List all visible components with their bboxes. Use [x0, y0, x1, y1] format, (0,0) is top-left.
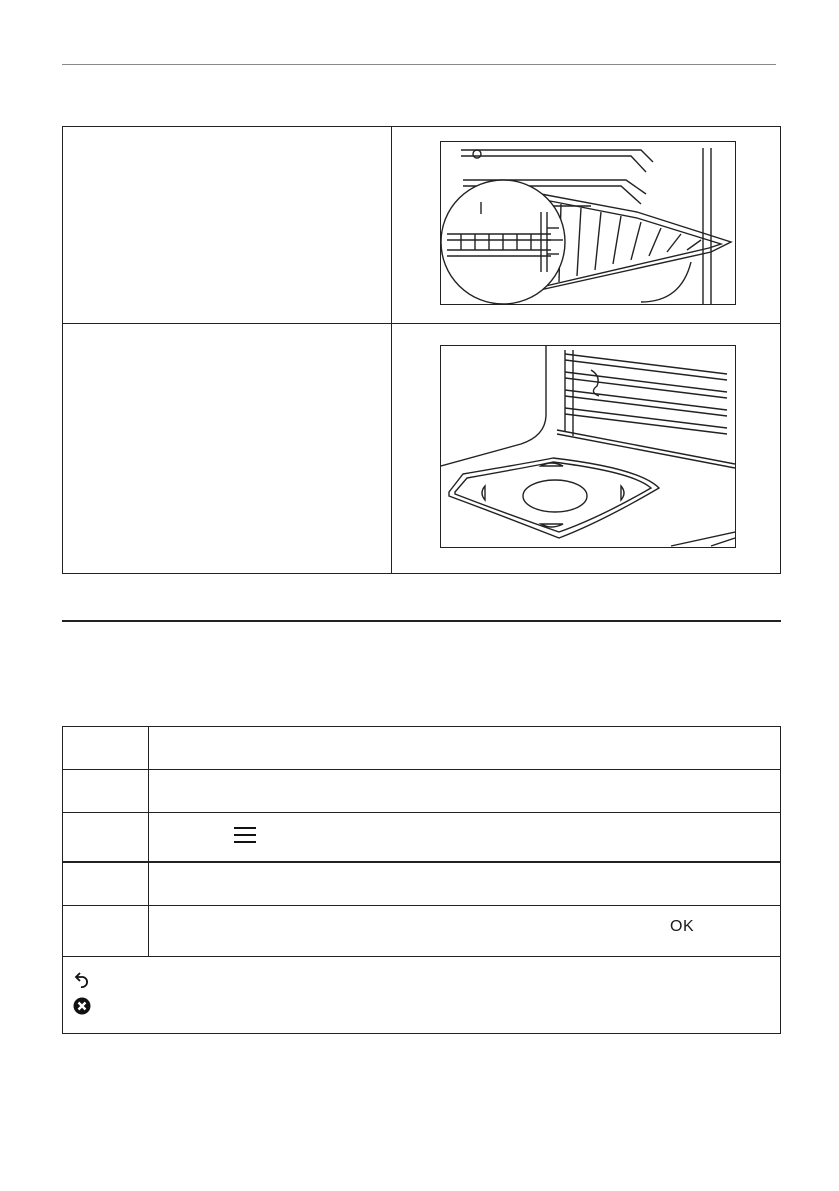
rack-illustration [440, 141, 736, 305]
instruction-table-2 [62, 726, 781, 1034]
step-number [63, 813, 149, 861]
notes-area [63, 957, 780, 1033]
table-row [63, 906, 780, 957]
instruction-table-1 [62, 126, 781, 574]
table-row [63, 770, 780, 813]
step-number [63, 727, 149, 769]
step-number [63, 770, 149, 812]
step-number [63, 906, 149, 956]
undo-icon [73, 971, 91, 989]
table-row [63, 813, 780, 863]
tray-illustration [440, 345, 736, 548]
section-rule [62, 620, 781, 622]
top-rule [62, 64, 776, 65]
menu-icon [234, 826, 256, 844]
step-description [158, 770, 770, 812]
cancel-icon [73, 997, 91, 1015]
column-divider [391, 127, 392, 573]
table-row [63, 127, 780, 324]
step-number [63, 863, 149, 905]
step-description [158, 863, 770, 905]
table-row [63, 863, 780, 906]
ok-label: OK [670, 918, 695, 935]
step-description [158, 727, 770, 769]
table-row [63, 324, 780, 573]
table-row [63, 727, 780, 770]
